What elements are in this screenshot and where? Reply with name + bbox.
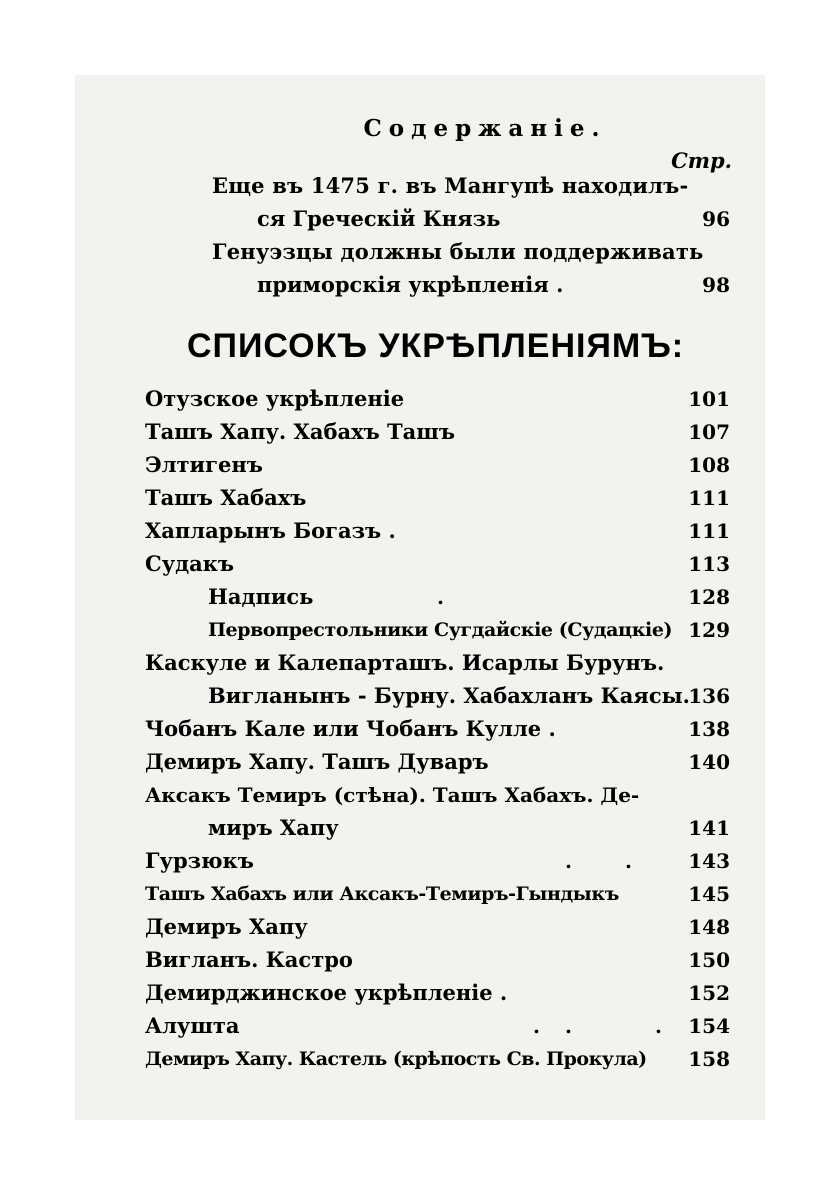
toc-page: 128 — [688, 585, 730, 609]
toc-entry: Вигланъ. Кастро — [145, 947, 353, 972]
toc-page: 107 — [688, 420, 730, 444]
toc-entry: Первопрестольники Сугдайскіе (Судацкіе) — [208, 619, 673, 641]
toc-entry: Аксакъ Темиръ (стѣна). Ташъ Хабахъ. Де- — [145, 783, 640, 807]
toc-page: 111 — [688, 486, 730, 510]
toc-entry: Судакъ — [145, 551, 235, 576]
toc-page: 113 — [688, 552, 730, 576]
intro-entry-line: приморскія укрѣпленія . — [257, 272, 564, 297]
toc-entry: Алушта — [145, 1013, 240, 1038]
toc-page: 158 — [688, 1047, 730, 1071]
leader-dot: . — [565, 1014, 572, 1038]
toc-entry: Демиръ Хапу. Кастель (крѣпость Св. Прокула) — [145, 1048, 647, 1070]
toc-page: 150 — [688, 948, 730, 972]
section-title: СПИСОКЪ УКРѢПЛЕНІЯМЪ: — [187, 327, 685, 365]
toc-entry: Демирджинское укрѣпленіе . — [145, 980, 508, 1005]
leader-dot: . — [533, 1014, 540, 1038]
leader-dot: . — [655, 1014, 662, 1038]
intro-entry-line: ся Греческій Князь — [257, 206, 501, 231]
toc-page: 141 — [688, 816, 730, 840]
toc-entry: Ташъ Хабахъ — [145, 485, 307, 510]
toc-entry: Отузское укрѣпленіе — [145, 386, 405, 411]
leader-dot: . — [625, 849, 632, 873]
toc-entry: Гурзюкъ — [145, 848, 254, 873]
toc-page: 143 — [688, 849, 730, 873]
leader-dot: . — [565, 849, 572, 873]
toc-page: 154 — [688, 1014, 730, 1038]
intro-entry-page: 98 — [702, 273, 730, 297]
intro-entry-page: 96 — [702, 207, 730, 231]
toc-page: 101 — [688, 387, 730, 411]
toc-entry: Чобанъ Кале или Чобанъ Кулле . — [145, 716, 556, 741]
toc-entry: Ташъ Хабахъ или Аксакъ-Темиръ-Гындыкъ — [145, 883, 619, 905]
toc-page: 152 — [688, 981, 730, 1005]
toc-page: 145 — [688, 882, 730, 906]
book-page — [75, 75, 765, 1120]
toc-entry: Каскуле и Калепарташъ. Исарлы Бурунъ. — [145, 650, 665, 675]
toc-entry: Элтигенъ — [145, 452, 263, 477]
toc-page: 108 — [688, 453, 730, 477]
toc-page: 129 — [688, 618, 730, 642]
toc-entry: Надпись — [208, 584, 314, 609]
toc-entry: миръ Хапу — [208, 815, 339, 840]
page-heading: Содержаніе. — [363, 115, 607, 142]
toc-entry: Ташъ Хапу. Хабахъ Ташъ — [145, 419, 455, 444]
toc-entry: Вигланынъ - Бурну. Хабахланъ Каясы. — [208, 683, 690, 708]
intro-entry-line: Генуэзцы должны были поддерживать — [212, 239, 704, 264]
intro-entry-line: Еще въ 1475 г. въ Мангупѣ находилъ- — [212, 173, 689, 198]
toc-page: 111 — [688, 519, 730, 543]
toc-entry: Демиръ Хапу — [145, 914, 308, 939]
toc-entry: Хапларынъ Богазъ . — [145, 518, 396, 543]
toc-page: 138 — [688, 717, 730, 741]
toc-entry: Демиръ Хапу. Ташъ Дуваръ — [145, 749, 489, 774]
toc-page: 140 — [688, 750, 730, 774]
leader-dot: . — [437, 585, 444, 609]
toc-page: 136 — [688, 684, 730, 708]
toc-page: 148 — [688, 915, 730, 939]
page-column-label: Стр. — [671, 148, 732, 173]
